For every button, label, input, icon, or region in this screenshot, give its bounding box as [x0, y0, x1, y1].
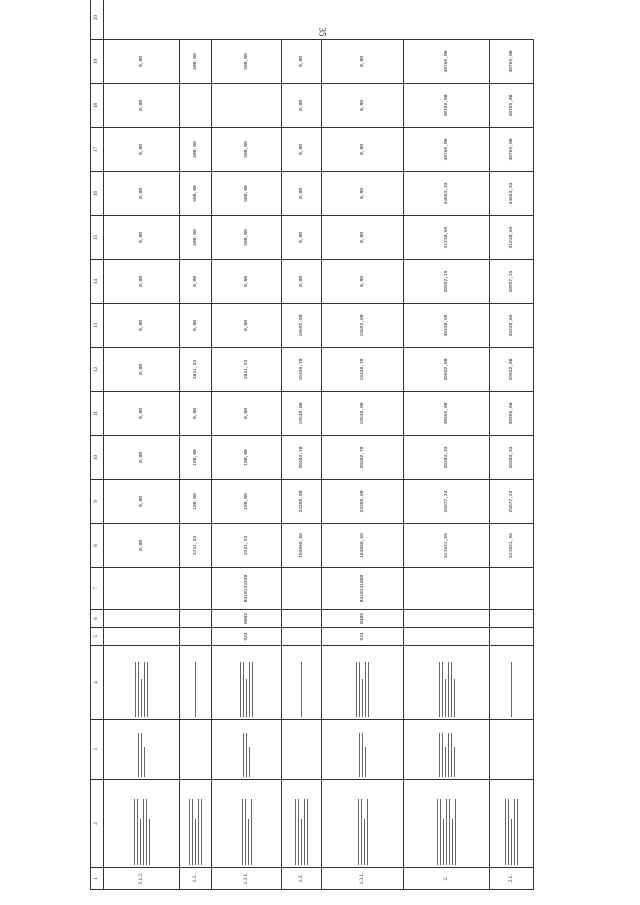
executor-cell [282, 720, 322, 780]
value-cell: 500,00 [212, 128, 282, 172]
value-cell: 38438,68 [490, 304, 534, 348]
activity-name-cell [490, 780, 534, 868]
value-cell: 41210,69 [490, 216, 534, 260]
value-cell: 3741,33 [180, 524, 212, 568]
value-cell: 40769,00 [490, 128, 534, 172]
grbs-code: 924 [212, 628, 282, 646]
page-number: 35 [317, 27, 328, 37]
activity-name-cell [212, 780, 282, 868]
value-cell: 0,00 [180, 304, 212, 348]
funding-source-cell [104, 646, 180, 720]
row-number: 1.2.1. [212, 868, 282, 890]
column-header-13: 13 [91, 304, 104, 348]
section-code [180, 610, 212, 628]
grbs-code [490, 628, 534, 646]
table-row [404, 0, 490, 890]
target-article-code [282, 568, 322, 610]
target-article-code: 0410131080 [322, 568, 404, 610]
value-cell: 0,00 [282, 40, 322, 84]
column-header-16: 16 [91, 172, 104, 216]
target-article-code [104, 568, 180, 610]
value-cell: 0,00 [322, 128, 404, 172]
value-cell: 511621,96 [404, 524, 490, 568]
grbs-code [404, 628, 490, 646]
value-cell: 0,00 [282, 128, 322, 172]
table-row [212, 0, 282, 890]
value-cell: 40995,80 [404, 392, 490, 436]
column-header-15: 15 [91, 216, 104, 260]
column-header-11: 11 [91, 392, 104, 436]
row-number: 1.1.2. [104, 868, 180, 890]
value-cell: 3741,33 [212, 524, 282, 568]
grbs-code [282, 628, 322, 646]
value-cell: 0,00 [180, 260, 212, 304]
value-cell: 19548,00 [322, 392, 404, 436]
value-cell: 20402,70 [322, 436, 404, 480]
table-row [282, 0, 322, 890]
value-cell: 19548,00 [282, 392, 322, 436]
value-cell: 0,00 [104, 172, 180, 216]
column-header-4: 4 [91, 646, 104, 720]
row-number: 1.2. [180, 868, 212, 890]
column-header-6: 6 [91, 610, 104, 628]
activity-name-cell [404, 780, 490, 868]
value-cell: 3641,33 [212, 348, 282, 392]
value-cell: 0,00 [104, 84, 180, 128]
value-cell: 38403,33 [490, 436, 534, 480]
value-cell: 40769,00 [404, 84, 490, 128]
section-code [282, 610, 322, 628]
value-cell: 23388,80 [282, 480, 322, 524]
value-cell: 500,00 [212, 172, 282, 216]
row-number: 1.3. [282, 868, 322, 890]
executor-cell [490, 720, 534, 780]
value-cell: 0,00 [104, 304, 180, 348]
value-cell: 0,00 [212, 304, 282, 348]
value-cell: 0,00 [282, 260, 322, 304]
funding-source-cell [322, 646, 404, 720]
section-code: 0406 [322, 610, 404, 628]
value-cell: 41210,69 [404, 216, 490, 260]
column-header-2: 2 [91, 780, 104, 868]
value-cell: 19436,70 [282, 348, 322, 392]
value-cell: 0,00 [322, 260, 404, 304]
value-cell: 500,00 [212, 216, 282, 260]
activity-name-cell [282, 780, 322, 868]
value-cell: 0,00 [282, 84, 322, 128]
value-cell: 100,00 [212, 480, 282, 524]
funding-source-cell [490, 646, 534, 720]
funding-source-cell [282, 646, 322, 720]
value-cell: 183868,68 [322, 524, 404, 568]
value-cell: 38403,33 [404, 436, 490, 480]
value-cell: 39832,00 [490, 348, 534, 392]
row-number: 2. [404, 868, 490, 890]
value-cell: 40995,80 [490, 392, 534, 436]
section-code: 0902 [212, 610, 282, 628]
value-cell: 0,00 [282, 216, 322, 260]
column-header-5: 5 [91, 628, 104, 646]
activity-name-cell [180, 780, 212, 868]
value-cell: 500,00 [180, 172, 212, 216]
executor-cell [404, 720, 490, 780]
value-cell: 0,00 [104, 128, 180, 172]
column-header-17: 17 [91, 128, 104, 172]
value-cell: 44663,33 [404, 172, 490, 216]
funding-source-cell [212, 646, 282, 720]
value-cell: 19692,80 [322, 304, 404, 348]
value-cell: 38997,19 [404, 260, 490, 304]
value-cell: 38997,19 [490, 260, 534, 304]
value-cell: 500,00 [180, 216, 212, 260]
executor-cell [212, 720, 282, 780]
value-cell: 25577,24 [404, 480, 490, 524]
value-cell: 0,00 [282, 172, 322, 216]
column-header-12: 12 [91, 348, 104, 392]
row-number: 1.3.1. [322, 868, 404, 890]
value-cell: 0,00 [104, 348, 180, 392]
column-header-3: 3 [91, 720, 104, 780]
value-cell: 23388,80 [322, 480, 404, 524]
value-cell: 19436,70 [322, 348, 404, 392]
grbs-code [180, 628, 212, 646]
column-header-10: 10 [91, 436, 104, 480]
executor-cell [322, 720, 404, 780]
value-cell: 0,00 [212, 260, 282, 304]
table-row [104, 0, 180, 890]
value-cell: 0,00 [180, 392, 212, 436]
grbs-code [104, 628, 180, 646]
value-cell: 0,00 [104, 216, 180, 260]
value-cell: 38438,68 [404, 304, 490, 348]
column-header-14: 14 [91, 260, 104, 304]
grbs-code: 924 [322, 628, 404, 646]
value-cell: 3641,33 [180, 348, 212, 392]
funding-source-cell [180, 646, 212, 720]
value-cell: 0,00 [104, 480, 180, 524]
value-cell: 0,00 [104, 260, 180, 304]
column-header-19: 19 [91, 40, 104, 84]
executor-cell [180, 720, 212, 780]
row-number: 2.1. [490, 868, 534, 890]
section-code [104, 610, 180, 628]
value-cell: 0,00 [104, 436, 180, 480]
value-cell: 20402,70 [282, 436, 322, 480]
table-row [490, 0, 534, 890]
value-cell: 0,00 [212, 392, 282, 436]
activity-name-cell [322, 780, 404, 868]
activity-name-cell [104, 780, 180, 868]
value-cell: 40769,00 [490, 40, 534, 84]
executor-cell [104, 720, 180, 780]
column-header-8: 8 [91, 524, 104, 568]
target-article-code: 0410123290 [212, 568, 282, 610]
column-header-1: 1 [91, 868, 104, 890]
value-cell: 40769,00 [490, 84, 534, 128]
target-article-code [180, 568, 212, 610]
value-cell: 40769,00 [404, 40, 490, 84]
value-cell: 500,00 [180, 128, 212, 172]
value-cell: 100,00 [180, 480, 212, 524]
value-cell [180, 84, 212, 128]
value-cell: 0,00 [322, 172, 404, 216]
value-cell: 100,00 [212, 436, 282, 480]
column-header-9: 9 [91, 480, 104, 524]
value-cell: 39832,00 [404, 348, 490, 392]
value-cell: 25577,24 [490, 480, 534, 524]
value-cell: 511621,96 [490, 524, 534, 568]
target-article-code [404, 568, 490, 610]
column-header-20: 20 [91, 0, 104, 40]
table-body [104, 0, 534, 890]
value-cell: 0,00 [104, 392, 180, 436]
section-code [490, 610, 534, 628]
value-cell: 40769,00 [404, 128, 490, 172]
column-header-18: 18 [91, 84, 104, 128]
value-cell: 0,00 [322, 216, 404, 260]
header-row [91, 0, 104, 890]
section-code [404, 610, 490, 628]
value-cell: 0,00 [322, 40, 404, 84]
table-row [180, 0, 212, 890]
value-cell: 0,00 [104, 40, 180, 84]
value-cell: 500,00 [180, 40, 212, 84]
table-row [322, 0, 404, 890]
column-header-7: 7 [91, 568, 104, 610]
target-article-code [490, 568, 534, 610]
value-cell: 183868,68 [282, 524, 322, 568]
value-cell [212, 84, 282, 128]
funding-source-cell [404, 646, 490, 720]
value-cell: 0,00 [322, 84, 404, 128]
value-cell: 19692,80 [282, 304, 322, 348]
value-cell: 500,00 [212, 40, 282, 84]
budget-table [90, 0, 534, 890]
value-cell: 0,00 [104, 524, 180, 568]
value-cell: 44663,33 [490, 172, 534, 216]
value-cell: 100,00 [180, 436, 212, 480]
